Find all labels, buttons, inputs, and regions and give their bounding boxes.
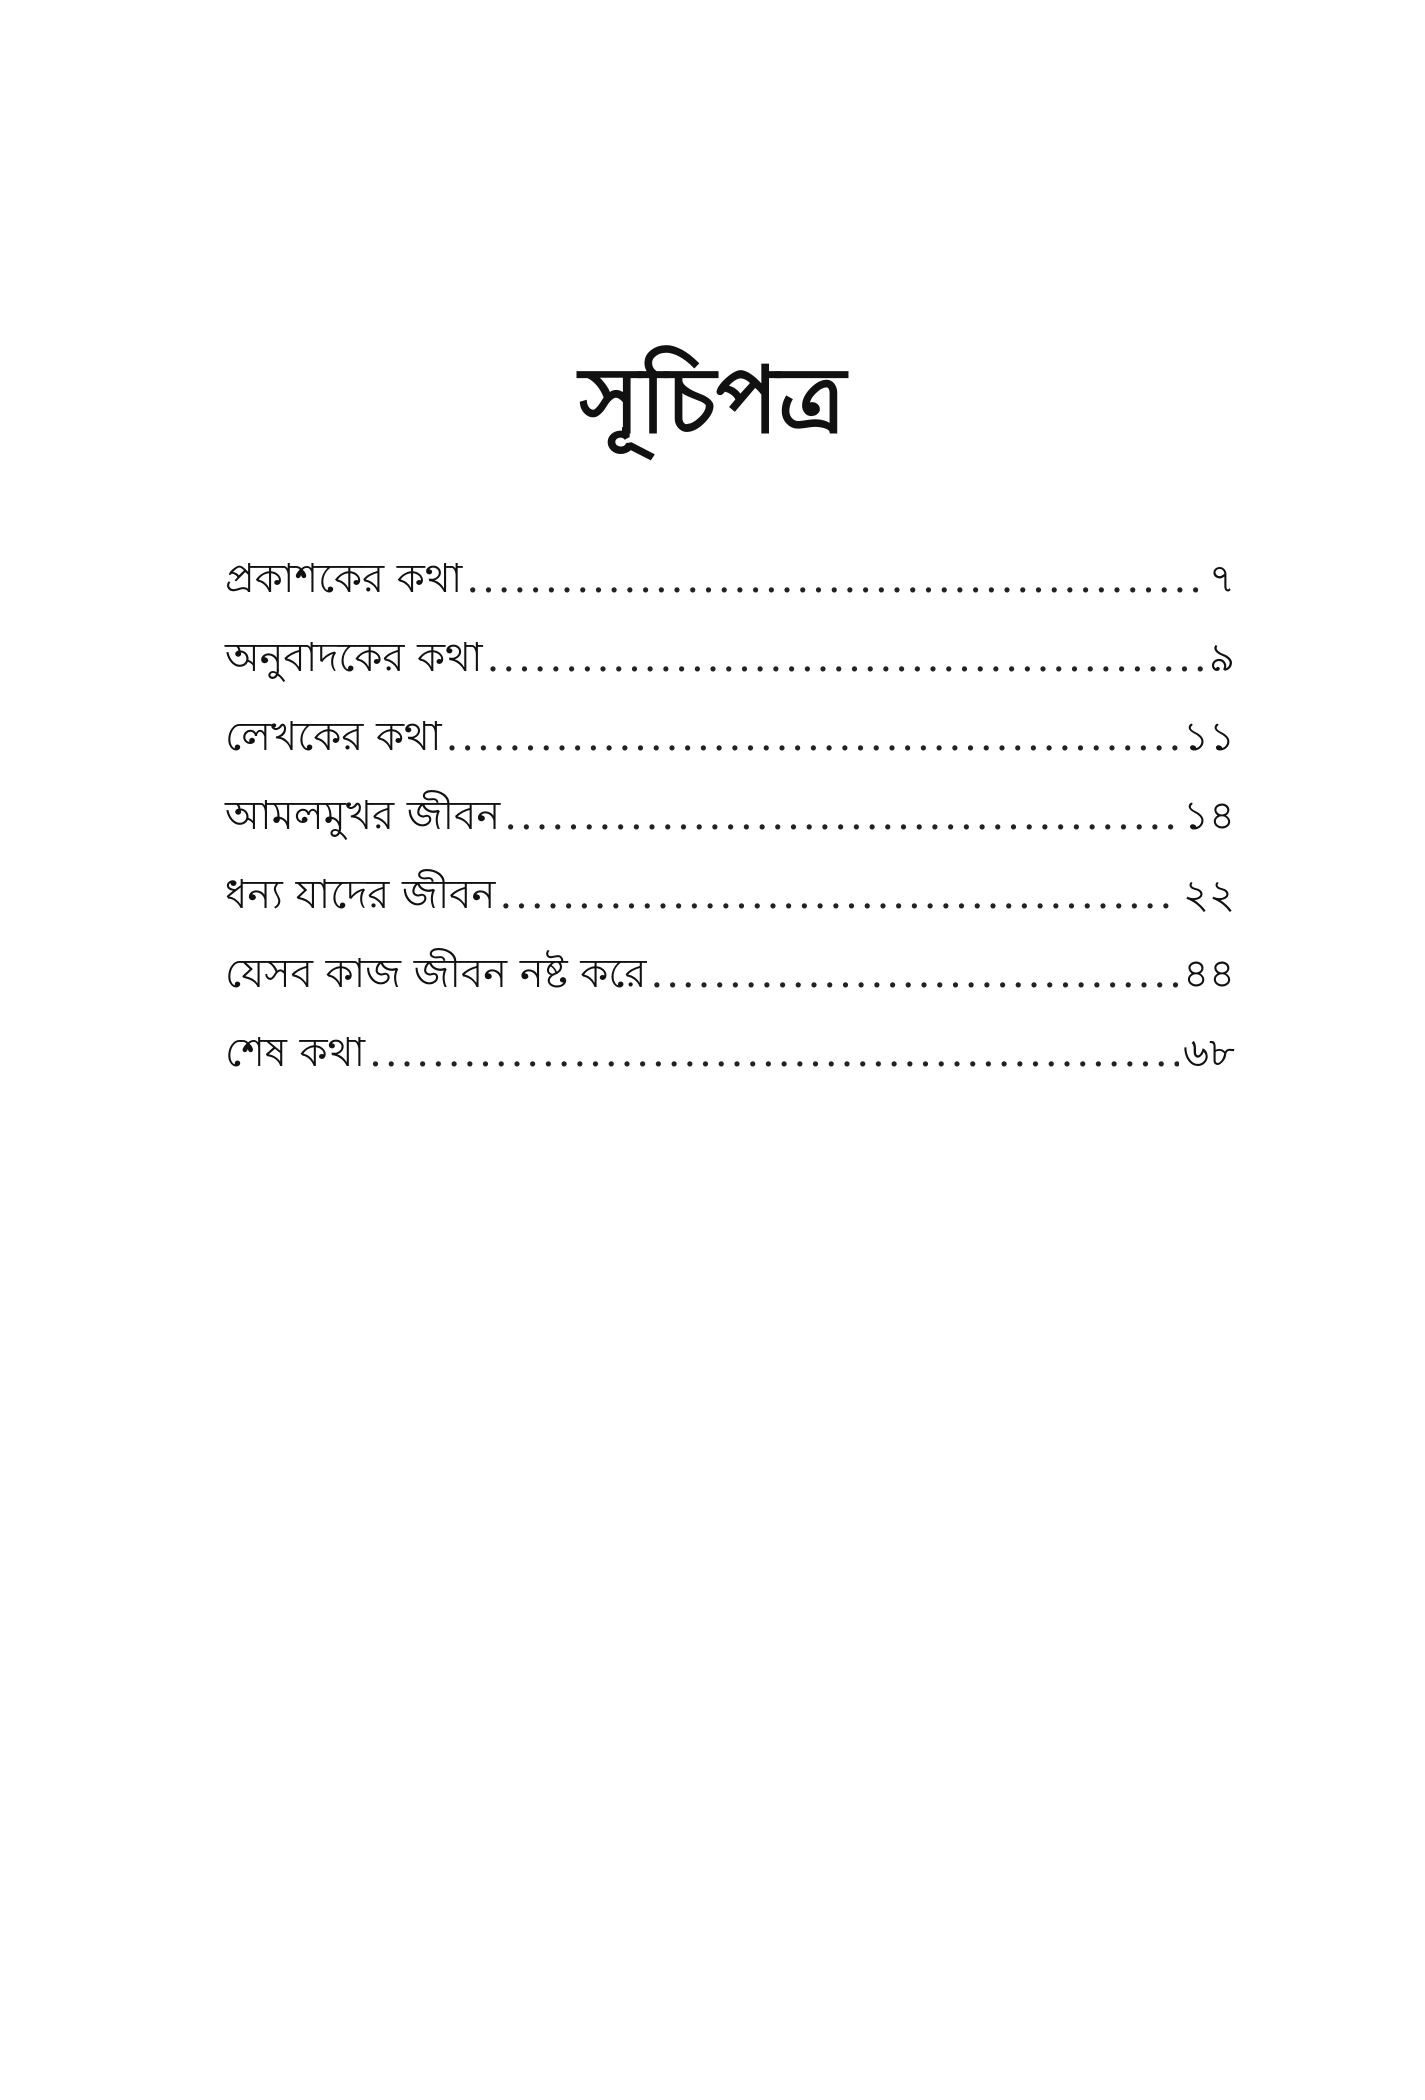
toc-entry — [225, 777, 1235, 856]
toc-entry-title: যেসব কাজ জীবন নষ্ট করে — [225, 951, 647, 997]
dot-leader — [487, 619, 1205, 698]
dot-leader — [499, 856, 1179, 935]
toc-entry-page: ৬৮ — [1183, 1030, 1235, 1076]
toc-entry-title: অনুবাদকের কথা — [225, 635, 483, 681]
toc-entry — [225, 935, 1235, 1014]
toc-entry-page: ২২ — [1182, 872, 1235, 918]
toc-entry-page: ৯ — [1209, 635, 1235, 681]
toc-entry — [225, 1014, 1235, 1093]
dot-leader — [369, 1014, 1179, 1093]
dot-leader — [650, 935, 1179, 1014]
toc-entry-page: ৭ — [1208, 556, 1235, 602]
dot-leader — [466, 540, 1205, 619]
page-title: সূচিপত্র — [579, 346, 846, 454]
toc-entry — [225, 856, 1235, 935]
toc-entry-title: ধন্য যাদের জীবন — [225, 872, 496, 918]
table-of-contents — [225, 540, 1235, 1093]
toc-entry — [225, 540, 1235, 619]
toc-entry — [225, 698, 1235, 777]
dot-leader — [446, 698, 1180, 777]
toc-entry-title: শেষ কথা — [225, 1030, 366, 1076]
toc-entry-title: লেখকের কথা — [225, 714, 442, 760]
toc-entry-title: আমলমুখর জীবন — [225, 793, 501, 839]
toc-entry-page: ১৪ — [1183, 793, 1235, 839]
toc-entry — [225, 619, 1235, 698]
dot-leader — [504, 777, 1179, 856]
toc-entry-page: ১১ — [1183, 714, 1235, 760]
toc-entry-page: ৪৪ — [1183, 951, 1235, 997]
toc-entry-title: প্রকাশকের কথা — [225, 556, 463, 602]
